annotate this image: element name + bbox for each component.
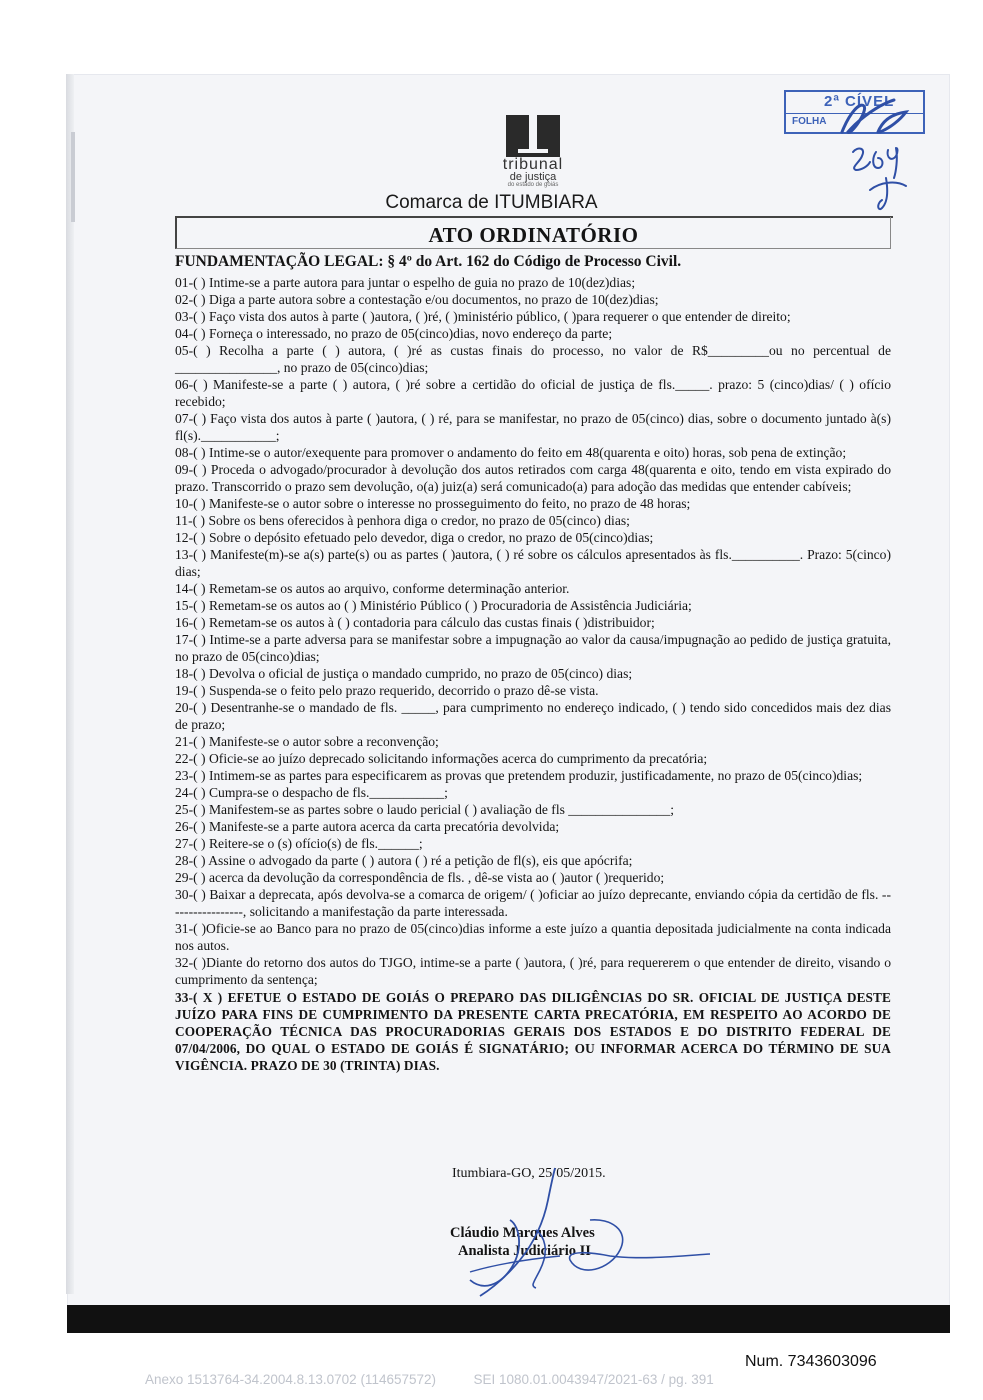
list-item: 26-( ) Manifeste-se a parte autora acerca da carta precatória devolvida;: [175, 819, 560, 834]
list-item: 27-( ) Reitere-se o (s) ofício(s) de fls.______;: [175, 836, 423, 851]
tribunal-line1: tribunal: [502, 156, 564, 173]
list-item: 11-( ) Sobre os bens oferecidos à penhora diga o credor, no prazo de 05(cinco) dias;: [175, 513, 630, 528]
list-item: 14-( ) Remetam-se os autos ao arquivo, conforme determinação anterior.: [175, 581, 570, 596]
list-item: 31-( )Oficie-se ao Banco para no prazo de 05(cinco)dias informe a este juízo a quantia depositada judicialmente na conta indicada nos autos.: [175, 921, 891, 953]
tribunal-line2: de justiça: [509, 171, 557, 183]
list-item: 15-( ) Remetam-se os autos ao ( ) Ministério Público ( ) Procuradoria de Assistência Judiciária;: [175, 598, 692, 613]
signatory-role: Analista Judiciário II: [458, 1243, 591, 1259]
list-item: 09-( ) Proceda o advogado/procurador à devolução dos autos retirados com carga 48(quarenta e oito, tendo em vista expirado do prazo. Transcorrido o prazo sem devolução, o(a) juiz(a) será comunicado(a) para adoção das medidas que entender cabíveis;: [175, 462, 891, 494]
document-number: Num. 7343603096: [745, 1353, 877, 1370]
items-list: [175, 274, 891, 1074]
footer-reference: Anexo 1513764-34.2004.8.13.0702 (114657572) SEI 1080.01.0043947/2021-63 / pg. 391: [145, 1372, 714, 1387]
list-item: 07-( ) Faço vista dos autos à parte ( )autora, ( ) ré, para se manifestar, no prazo de 05(cinco) dias, sobre o documento juntado à(s) fl(s).___________;: [175, 411, 891, 443]
list-item: 28-( ) Assine o advogado da parte ( ) autora ( ) ré a petição de fl(s), eis que apócrifa;: [175, 853, 633, 868]
list-item: 21-( ) Manifeste-se o autor sobre a reconvenção;: [175, 734, 439, 749]
logo-slot: [529, 115, 537, 149]
list-item: 32-( )Diante do retorno dos autos do TJGO, intime-se a parte ( )autora, ( )ré, para requererem o que entender de direito, visando o cumprimento da sentença;: [175, 955, 891, 987]
list-item: 02-( ) Diga a parte autora sobre a contestação e/ou documentos, no prazo de 10(dez)dias;: [175, 292, 659, 307]
logo-bar: [518, 149, 548, 153]
comarca-title: Comarca de ITUMBIARA: [385, 192, 598, 213]
document-date: Itumbiara-GO, 25/05/2015.: [452, 1166, 606, 1181]
list-item: 08-( ) Intime-se o autor/exequente para promover o andamento do feito em 48(quarenta e oito) horas, sob pena de extinção;: [175, 445, 847, 460]
list-item: 25-( ) Manifestem-se as partes sobre o laudo pericial ( ) avaliação de fls _______________;: [175, 802, 675, 817]
scan-bottom-bar: [67, 1305, 950, 1333]
list-item: 12-( ) Sobre o depósito efetuado pelo devedor, diga o credor, no prazo de 05(cinco)dias;: [175, 530, 654, 545]
stamp-top-text: 2ª CÍVEL: [824, 93, 895, 110]
list-item: 19-( ) Suspenda-se o feito pelo prazo requerido, decorrido o prazo dê-se vista.: [175, 683, 599, 698]
list-item: 29-( ) acerca da devolução da correspondência de fls. , dê-se vista ao ( )autor ( )requerido;: [175, 870, 665, 885]
page-title: ATO ORDINATÓRIO: [428, 223, 639, 247]
list-item: 16-( ) Remetam-se os autos à ( ) contadoria para cálculo das custas finais ( )distribuidor;: [175, 615, 655, 630]
list-item: 30-( ) Baixar a deprecata, após devolva-se a comarca de origem/ ( )oficiar ao juízo deprecante, enviando cópia da certidão de fls. -----------------, solicitando a manifestação da parte interessada.: [175, 887, 891, 919]
list-item: 24-( ) Cumpra-se o despacho de fls.___________;: [175, 785, 448, 800]
signatory-name: Cláudio Marques Alves: [450, 1225, 595, 1241]
tribunal-logo-text: [470, 157, 596, 189]
list-item: 01-( ) Intime-se a parte autora para juntar o espelho de guia no prazo de 10(dez)dias;: [175, 275, 636, 290]
legal-basis: FUNDAMENTAÇÃO LEGAL: § 4º do Art. 162 do Código de Processo Civil.: [175, 253, 682, 270]
list-item: 06-( ) Manifeste-se a parte ( ) autora, ( )ré sobre a certidão do oficial de justiça de fls._____. prazo: 5 (cinco)dias/ ( ) ofício recebido;: [175, 377, 891, 409]
list-item: 17-( ) Intime-se a parte adversa para se manifestar sobre a impugnação ao valor da causa/impugnação ao pedido de justiça gratuita, no prazo de 05(cinco)dias;: [175, 632, 891, 664]
selected-item-33: 33-( X ) EFETUE O ESTADO DE GOIÁS O PREPARO DAS DILIGÊNCIAS DO SR. OFICIAL DE JUSTIÇA DESTE JUÍZO PARA FINS DE CUMPRIMENTO DA PRESENTE CARTA PRECATÓRIA, EM RESPEITO AO ACORDO DE COOPERAÇÃO TÉCNICA DAS PROCURADORIAS GERAIS DOS ESTADOS E DO DISTRITO FEDERAL DE 07/04/2006, DO QUAL O ESTADO DE GOIÁS É SIGNATÁRIO; OU INFORMAR ACERCA DO TÉRMINO DE SUA VIGÊNCIA. PRAZO DE 30 (TRINTA) DIAS.: [175, 990, 891, 1073]
list-item: 23-( ) Intimem-se as partes para especificarem as provas que pretendem produzir, justificadamente, no prazo de 05(cinco)dias;: [175, 768, 863, 783]
stamp-divider: [786, 113, 923, 114]
list-item: 18-( ) Devolva o oficial de justiça o mandado cumprido, no prazo de 05(cinco) dias;: [175, 666, 633, 681]
stamp-bottom-text: FOLHA: [792, 116, 827, 127]
scan-shadow-edge: [66, 74, 74, 1294]
list-item: 05-( ) Recolha a parte ( ) autora, ( )ré as custas finais do processo, no valor de R$_________ou no percentual de _______________, no prazo de 05(cinco)dias;: [175, 343, 891, 375]
title-box: [175, 217, 891, 249]
list-item: 13-( ) Manifeste(m)-se a(s) parte(s) ou as partes ( )autora, ( ) ré sobre os cálculos apresentados às fls.__________. Prazo: 5(cinco) dias;: [175, 547, 891, 579]
list-item: 03-( ) Faço vista dos autos à parte ( )autora, ( )ré, ( )ministério público, ( )para requerer o que entender de direito;: [175, 309, 791, 324]
folha-stamp: [784, 90, 925, 134]
list-item: 22-( ) Oficie-se ao juízo deprecado solicitando informações acerca do cumprimento da precatória;: [175, 751, 708, 766]
list-item: 20-( ) Desentranhe-se o mandado de fls. _____, para cumprimento no endereço indicado, ( ) tendo sido concedidos mais dez dias de prazo;: [175, 700, 891, 732]
tribunal-logo-icon: [506, 115, 560, 157]
tribunal-line3: do estado de goiás: [507, 182, 559, 188]
list-item: 04-( ) Forneça o interessado, no prazo de 05(cinco)dias, novo endereço da parte;: [175, 326, 613, 341]
list-item: 10-( ) Manifeste-se o autor sobre o interesse no prosseguimento do feito, no prazo de 48 horas;: [175, 496, 691, 511]
